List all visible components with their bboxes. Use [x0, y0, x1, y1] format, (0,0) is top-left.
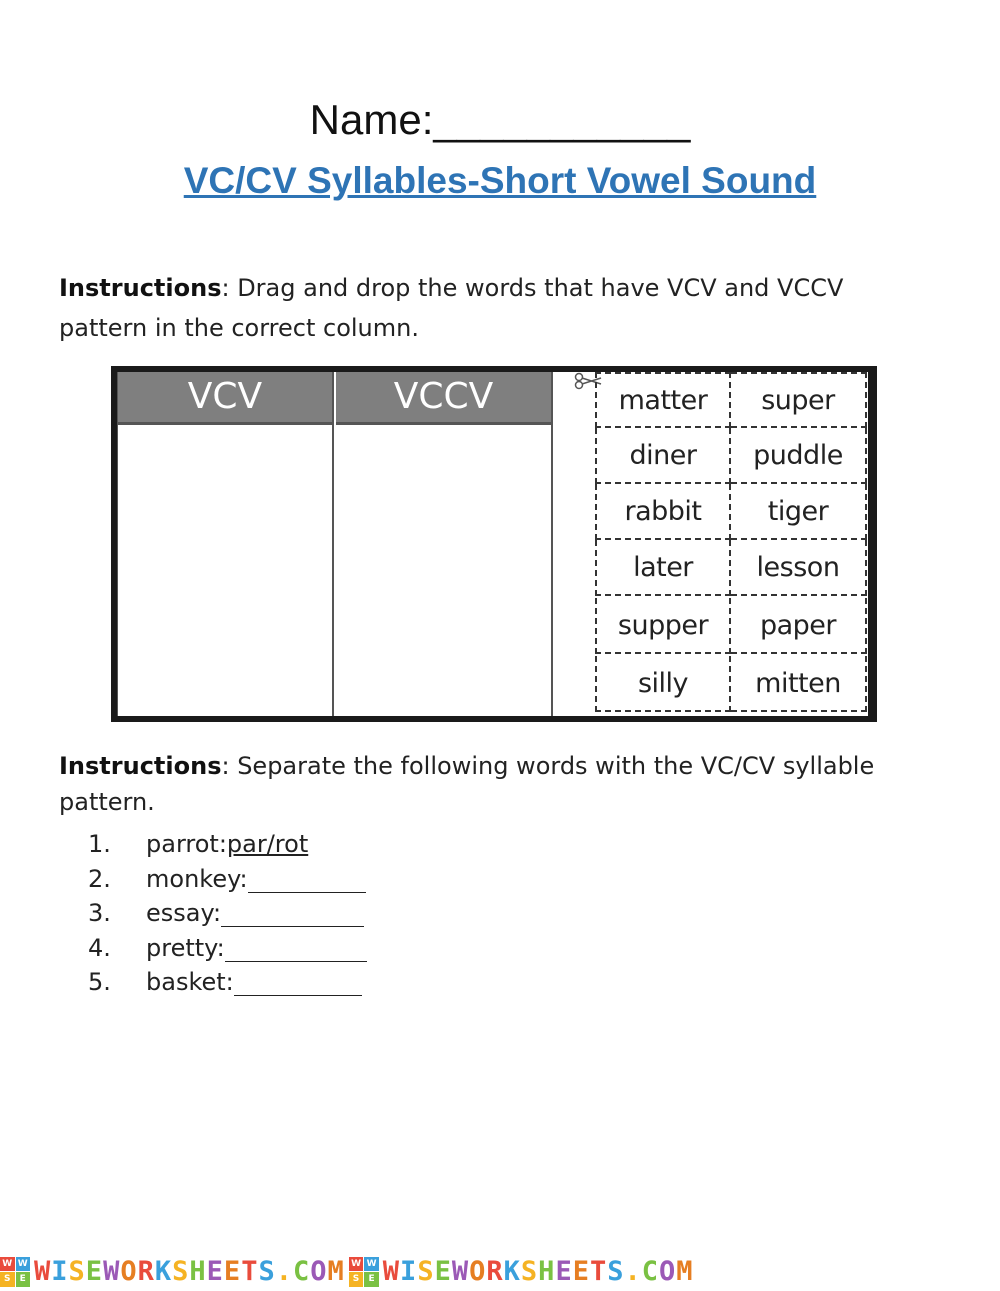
vcv-column: [117, 372, 334, 716]
sort-panel-inner: [117, 372, 868, 716]
exercise-number: 3.: [88, 899, 111, 927]
exercise-number: 1.: [88, 830, 111, 858]
logo-tile: E: [16, 1272, 31, 1287]
word-card[interactable]: tiger: [731, 484, 867, 540]
vcv-column-header: VCV: [118, 372, 332, 425]
word-card[interactable]: silly: [595, 656, 731, 712]
word-card[interactable]: mitten: [731, 656, 867, 712]
logo-tile: W: [349, 1257, 364, 1272]
instructions-text: : Separate the following words with the VC/CV syllable pattern.: [59, 752, 875, 816]
exercise-list: [88, 830, 367, 1003]
exercise-item: [88, 899, 367, 934]
answer-input[interactable]: [221, 900, 364, 927]
instructions-label: Instructions: [59, 752, 222, 780]
exercise-word: pretty:: [146, 933, 225, 962]
logo-tile: W: [16, 1257, 31, 1272]
word-bank: [595, 372, 867, 716]
page-title: VC/CV Syllables-Short Vowel Sound: [183, 160, 817, 201]
brand-text: WISEWORKSHEETS.COM: [34, 1256, 345, 1287]
word-card[interactable]: rabbit: [595, 484, 731, 540]
word-card[interactable]: super: [731, 372, 867, 428]
word-card[interactable]: paper: [731, 598, 867, 654]
exercise-number: 5.: [88, 968, 111, 996]
instructions-label: Instructions: [59, 274, 222, 302]
logo-tile: W: [0, 1257, 15, 1272]
example-answer: par/rot: [226, 830, 309, 858]
instructions-text: : Drag and drop the words that have VCV and VCCV pattern in the correct column.: [59, 274, 844, 342]
vccv-column-header: VCCV: [336, 372, 551, 425]
answer-input[interactable]: [225, 935, 367, 962]
wiseworksheets-logo-icon: [349, 1257, 379, 1287]
brand-text: WISEWORKSHEETS.COM: [382, 1256, 694, 1287]
word-card[interactable]: lesson: [731, 540, 867, 596]
answer-input[interactable]: [234, 969, 362, 996]
exercise-number: 2.: [88, 864, 111, 893]
instructions-separate: [59, 748, 919, 820]
word-card[interactable]: matter: [595, 372, 731, 428]
logo-tile: S: [349, 1272, 364, 1287]
vccv-drop-zone[interactable]: [336, 425, 551, 716]
exercise-item: [88, 934, 367, 969]
word-card[interactable]: later: [595, 540, 731, 596]
answer-input[interactable]: [248, 866, 366, 893]
logo-tile: W: [364, 1257, 379, 1272]
logo-tile: E: [364, 1272, 379, 1287]
exercise-number: 4.: [88, 933, 111, 962]
instructions-drag-drop: [59, 268, 919, 348]
name-line: Name:___________: [309, 96, 691, 143]
wiseworksheets-logo-icon: [0, 1257, 30, 1287]
vcv-drop-zone[interactable]: [118, 425, 332, 716]
logo-tile: S: [0, 1272, 15, 1287]
word-card[interactable]: supper: [595, 598, 731, 654]
exercise-item: [88, 830, 367, 865]
word-card[interactable]: puddle: [731, 428, 867, 484]
exercise-word: monkey:: [146, 864, 248, 893]
exercise-item: [88, 865, 367, 900]
word-card[interactable]: diner: [595, 428, 731, 484]
sort-panel: [111, 366, 877, 722]
exercise-word: essay:: [146, 899, 222, 927]
footer-brand: [349, 1256, 694, 1287]
vccv-column: [336, 372, 553, 716]
footer-brand: [0, 1256, 345, 1287]
exercise-word: parrot:: [146, 830, 227, 858]
exercise-item: [88, 968, 367, 1003]
footer-watermark: [0, 1252, 1000, 1291]
exercise-word: basket:: [146, 968, 234, 996]
